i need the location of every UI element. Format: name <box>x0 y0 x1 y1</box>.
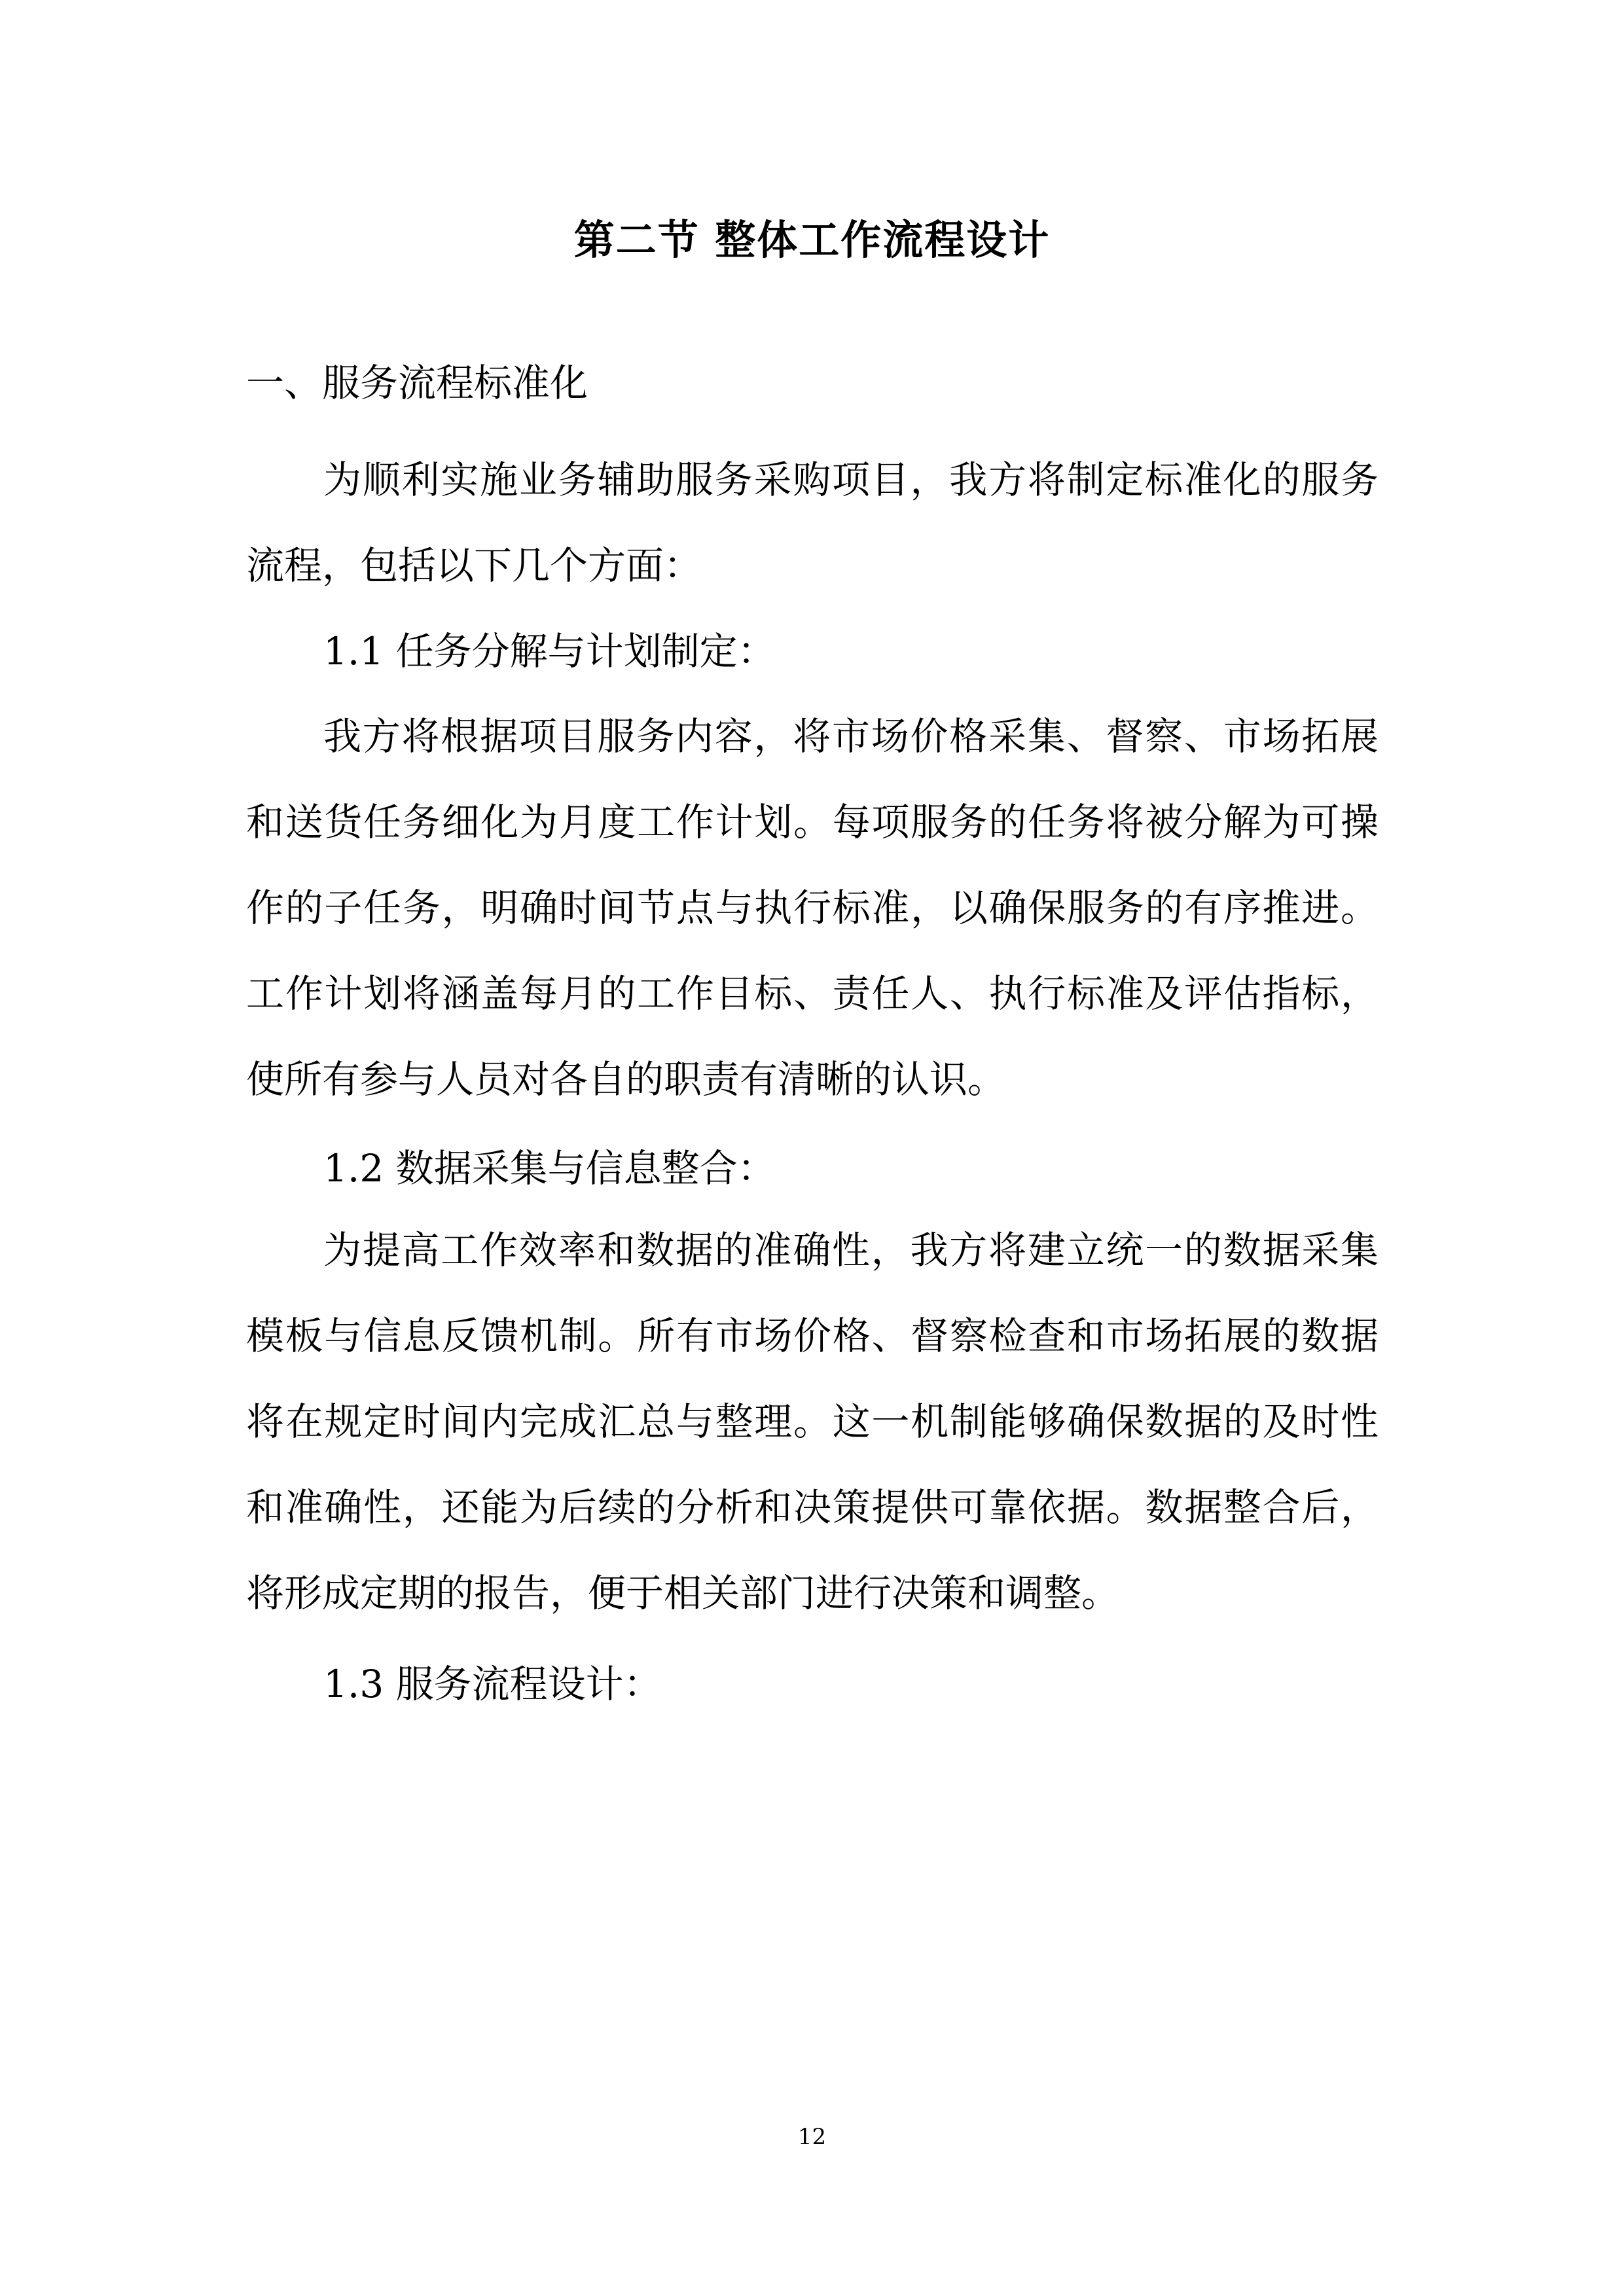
subsection-paragraph-1-2: 为提高工作效率和数据的准确性，我方将建立统一的数据采集模板与信息反馈机制。所有市场价格、督察检查和市场拓展的数据将在规定时间内完成汇总与整理。这一机制能够确保数据的及时性和准确性，还能为后续的分析和决策提供可靠依据。数据整合后，将形成定期的报告，便于相关部门进行决策和调整。 <box>246 1228 1379 1615</box>
subsection-heading-1-1: 1.1 任务分解与计划制定： <box>323 629 776 673</box>
subsection-paragraph-1-1: 我方将根据项目服务内容，将市场价格采集、督察、市场拓展和送货任务细化为月度工作计划。每项服务的任务将被分解为可操作的子任务，明确时间节点与执行标准，以确保服务的有序推进。工作计划将涵盖每月的工作目标、责任人、执行标准及评估指标，使所有参与人员对各自的职责有清晰的认识。 <box>246 714 1379 1102</box>
subsection-heading-1-2: 1.2 数据采集与信息整合： <box>323 1146 776 1191</box>
page-title: 第二节 整体工作流程设计 <box>573 216 1051 264</box>
subsection-paragraph-block-1-2 <box>246 1208 1379 1636</box>
intro-paragraph-block <box>246 437 1379 609</box>
subsection-heading-1-3: 1.3 服务流程设计： <box>323 1662 662 1706</box>
page-number: 12 <box>797 2124 827 2150</box>
intro-paragraph: 为顺利实施业务辅助服务采购项目，我方将制定标准化的服务流程，包括以下几个方面： <box>246 457 1379 588</box>
subsection-paragraph-block-1-1 <box>246 694 1379 1122</box>
section-heading: 一、服务流程标准化 <box>246 361 588 405</box>
